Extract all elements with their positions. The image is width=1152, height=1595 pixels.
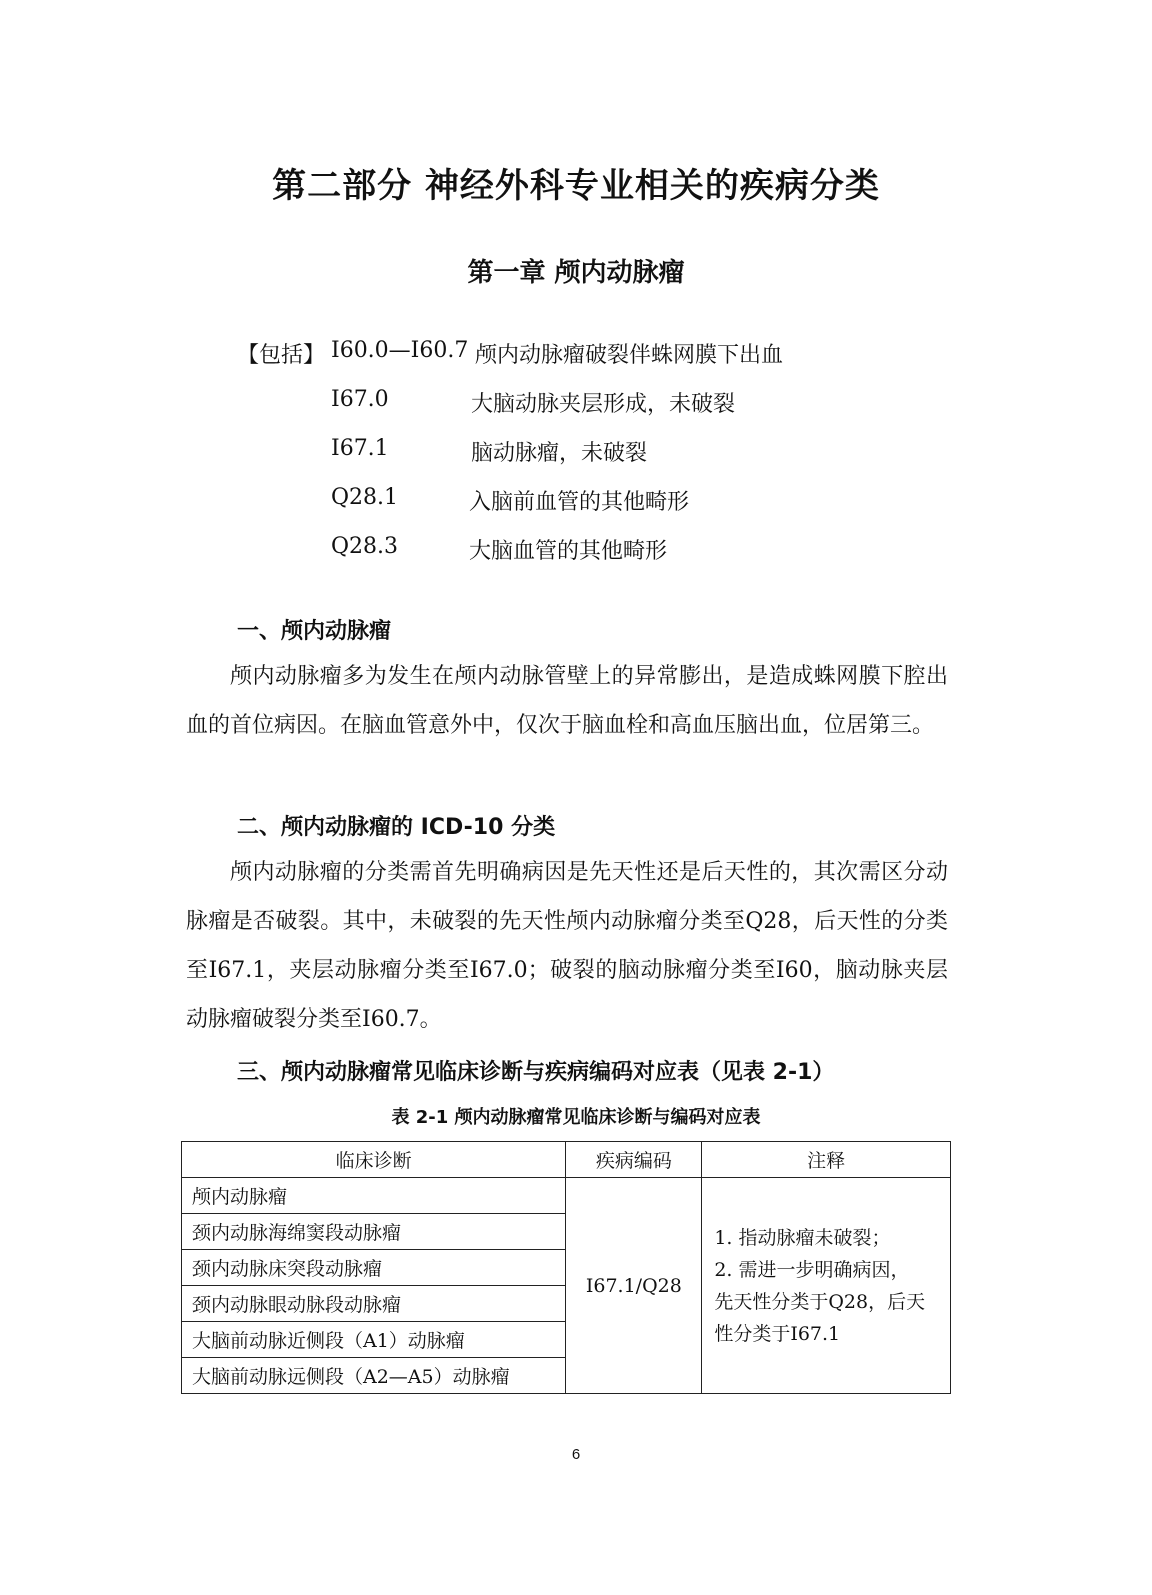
diagnosis-cell: 大脑前动脉近侧段（A1）动脉瘤	[182, 1322, 566, 1358]
code-cell: I67.1/Q28	[566, 1178, 702, 1394]
includes-desc: 大脑动脉夹层形成，未破裂	[471, 392, 736, 417]
includes-desc: 入脑前血管的其他畸形	[469, 490, 690, 515]
paragraph-text: 颅内动脉瘤多为发生在颅内动脉管壁上的异常膨出，是造成蛛网膜下腔出血的首位病因。在脑血管意外中，仅次于脑血栓和高血压脑出血，位居第三。	[186, 664, 948, 738]
includes-code: Q28.3	[331, 534, 399, 559]
includes-code: I60.0—I60.7	[331, 338, 469, 363]
diagnosis-cell: 大脑前动脉远侧段（A2—A5）动脉瘤	[182, 1358, 566, 1394]
chapter-title: 第一章 颅内动脉瘤	[467, 258, 685, 288]
includes-code: I67.0	[331, 387, 389, 412]
note-cell	[702, 1178, 951, 1394]
diagnosis-code-table	[181, 1141, 951, 1394]
section-paragraph	[186, 848, 948, 1044]
column-header: 临床诊断	[182, 1142, 566, 1178]
includes-desc: 大脑血管的其他畸形	[469, 539, 668, 564]
diagnosis-cell: 颈内动脉眼动脉段动脉瘤	[182, 1286, 566, 1322]
includes-code: I67.1	[331, 436, 389, 461]
diagnosis-cell: 颅内动脉瘤	[182, 1178, 566, 1214]
table-row	[182, 1178, 951, 1214]
diagnosis-cell: 颈内动脉海绵窦段动脉瘤	[182, 1214, 566, 1250]
page-number: 6	[571, 1446, 581, 1463]
column-header: 疾病编码	[566, 1142, 702, 1178]
column-header: 注释	[702, 1142, 951, 1178]
section-heading: 二、颅内动脉瘤的 ICD-10 分类	[237, 815, 556, 840]
section-heading: 一、颅内动脉瘤	[237, 619, 392, 644]
includes-code: Q28.1	[331, 485, 399, 510]
section-heading: 三、颅内动脉瘤常见临床诊断与疾病编码对应表（见表 2-1）	[237, 1060, 835, 1085]
table-header-row	[182, 1142, 951, 1178]
note-line: 1. 指动脉瘤未破裂；	[714, 1226, 891, 1249]
includes-desc: 脑动脉瘤，未破裂	[471, 441, 648, 466]
note-line: 性分类于I67.1	[714, 1322, 841, 1345]
diagnosis-cell: 颈内动脉床突段动脉瘤	[182, 1250, 566, 1286]
includes-label: 【包括】	[237, 343, 326, 368]
table-caption: 表 2-1 颅内动脉瘤常见临床诊断与编码对应表	[391, 1107, 761, 1128]
note-line: 先天性分类于Q28，后天	[714, 1290, 926, 1313]
includes-desc: 颅内动脉瘤破裂伴蛛网膜下出血	[475, 343, 784, 368]
note-line: 2. 需进一步明确病因，	[714, 1258, 910, 1281]
paragraph-text: 颅内动脉瘤的分类需首先明确病因是先天性还是后天性的，其次需区分动脉瘤是否破裂。其中，未破裂的先天性颅内动脉瘤分类至Q28，后天性的分类至I67.1，夹层动脉瘤分类至I67.0；破裂的脑动脉瘤分类至I60，脑动脉夹层动脉瘤破裂分类至I60.7。	[186, 860, 948, 1032]
section-paragraph	[186, 652, 948, 750]
part-title: 第二部分 神经外科专业相关的疾病分类	[272, 166, 880, 206]
